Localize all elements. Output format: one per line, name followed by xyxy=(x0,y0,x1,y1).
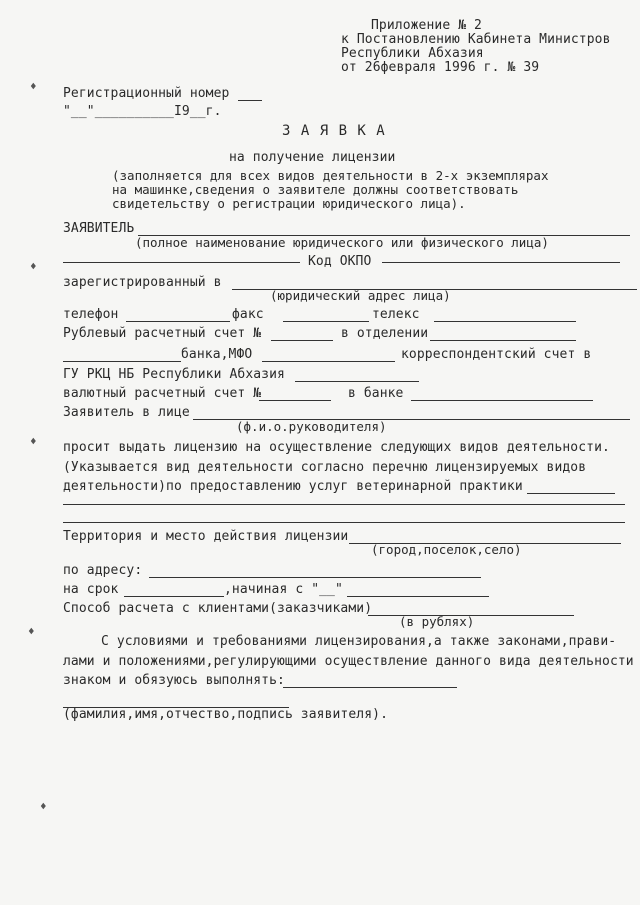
instruction-line-1: (заполняется для всех видов деятельности в 2-х экземплярах xyxy=(112,168,549,183)
phone-label: телефон xyxy=(63,307,119,322)
okpo-label: Код ОКПО xyxy=(308,254,372,269)
fax-field[interactable] xyxy=(283,321,369,322)
mfo-field[interactable] xyxy=(262,361,395,362)
activity-line-2[interactable] xyxy=(63,504,625,505)
branch-field[interactable] xyxy=(430,340,576,341)
term-label: на срок xyxy=(63,582,119,597)
instruction-line-2: на машинке,сведения о заявителе должны соответствовать xyxy=(112,182,519,197)
registered-address-hint: (юридический адрес лица) xyxy=(270,288,451,303)
registration-date-line: "__"__________I9__г. xyxy=(63,104,222,119)
registration-number-field[interactable] xyxy=(238,100,262,101)
territory-label: Территория и место действия лицензии xyxy=(63,529,349,544)
request-line-2: (Указывается вид деятельности согласно перечню лицензируемых видов xyxy=(63,460,587,475)
bank-name-field[interactable] xyxy=(63,361,181,362)
request-line-1: просит выдать лицензию на осуществление следующих видов деятельности. xyxy=(63,440,610,455)
scan-mark: ♦ xyxy=(40,800,47,813)
currency-account-label: валютный расчетный счет № xyxy=(63,386,262,401)
payment-hint: (в рублях) xyxy=(399,614,475,629)
start-date-label: ,начиная с "__" xyxy=(224,582,343,597)
agreement-field[interactable] xyxy=(283,687,457,688)
okpo-line-left xyxy=(63,262,300,263)
activity-line-3[interactable] xyxy=(63,522,625,523)
applicant-person-label: Заявитель в лице xyxy=(63,405,190,420)
currency-account-field[interactable] xyxy=(259,400,331,401)
phone-field[interactable] xyxy=(126,321,230,322)
conditions-line-3: знаком и обязуюсь выполнять: xyxy=(63,673,285,688)
currency-bank-field[interactable] xyxy=(411,400,593,401)
registered-label: зарегистрированный в xyxy=(63,275,222,290)
signature-hint: (фамилия,имя,отчество,подпись заявителя). xyxy=(63,707,388,722)
address-label: по адресу: xyxy=(63,563,143,578)
appendix-resolution: к Постановлению Кабинета Министров xyxy=(341,32,611,47)
fax-label: факс xyxy=(232,307,264,322)
applicant-label: ЗАЯВИТЕЛЬ xyxy=(63,221,135,236)
appendix-number: Приложение № 2 xyxy=(371,18,482,33)
instruction-line-3: свидетельству о регистрации юридического лица). xyxy=(112,196,466,211)
document-title: З А Я В К А xyxy=(282,123,386,139)
ruble-account-label: Рублевый расчетный счет № xyxy=(63,326,262,341)
scan-mark: ♦ xyxy=(30,260,37,273)
applicant-name-hint: (полное наименование юридического или физического лица) xyxy=(135,235,549,250)
okpo-field[interactable] xyxy=(382,262,620,263)
term-field[interactable] xyxy=(124,596,224,597)
conditions-line-2: лами и положениями,регулирующими осуществление данного вида деятельности xyxy=(63,654,634,669)
ruble-account-field[interactable] xyxy=(271,340,333,341)
start-date-field[interactable] xyxy=(347,596,489,597)
territory-hint: (город,поселок,село) xyxy=(371,542,522,557)
conditions-line-1: С условиями и требованиями лицензирования,а также законами,прави- xyxy=(101,634,617,649)
appendix-date: от 26февраля 1996 г. № 39 xyxy=(341,60,540,75)
document-subtitle: на получение лицензии xyxy=(229,150,396,165)
payment-label: Способ расчета с клиентами(заказчиками) xyxy=(63,601,373,616)
scan-mark: ♦ xyxy=(30,80,37,93)
branch-label: в отделении xyxy=(341,326,429,341)
registration-number-label: Регистрационный номер xyxy=(63,86,230,101)
bank-mfo-label: банка,МФО xyxy=(181,347,253,362)
scan-mark: ♦ xyxy=(28,625,35,638)
in-bank-label: в банке xyxy=(348,386,404,401)
scan-mark: ♦ xyxy=(30,435,37,448)
gu-rkc-label: ГУ РКЦ НБ Республики Абхазия xyxy=(63,367,285,382)
request-line-3: деятельности)по предоставлению услуг ветеринарной практики xyxy=(63,479,523,494)
address-field[interactable] xyxy=(149,577,481,578)
telex-field[interactable] xyxy=(434,321,576,322)
applicant-person-hint: (ф.и.о.руководителя) xyxy=(236,419,387,434)
telex-label: телекс xyxy=(372,307,420,322)
activity-field[interactable] xyxy=(527,493,615,494)
corr-account-label: корреспондентский счет в xyxy=(401,347,592,362)
appendix-republic: Республики Абхазия xyxy=(341,46,484,61)
corr-account-field[interactable] xyxy=(295,381,419,382)
